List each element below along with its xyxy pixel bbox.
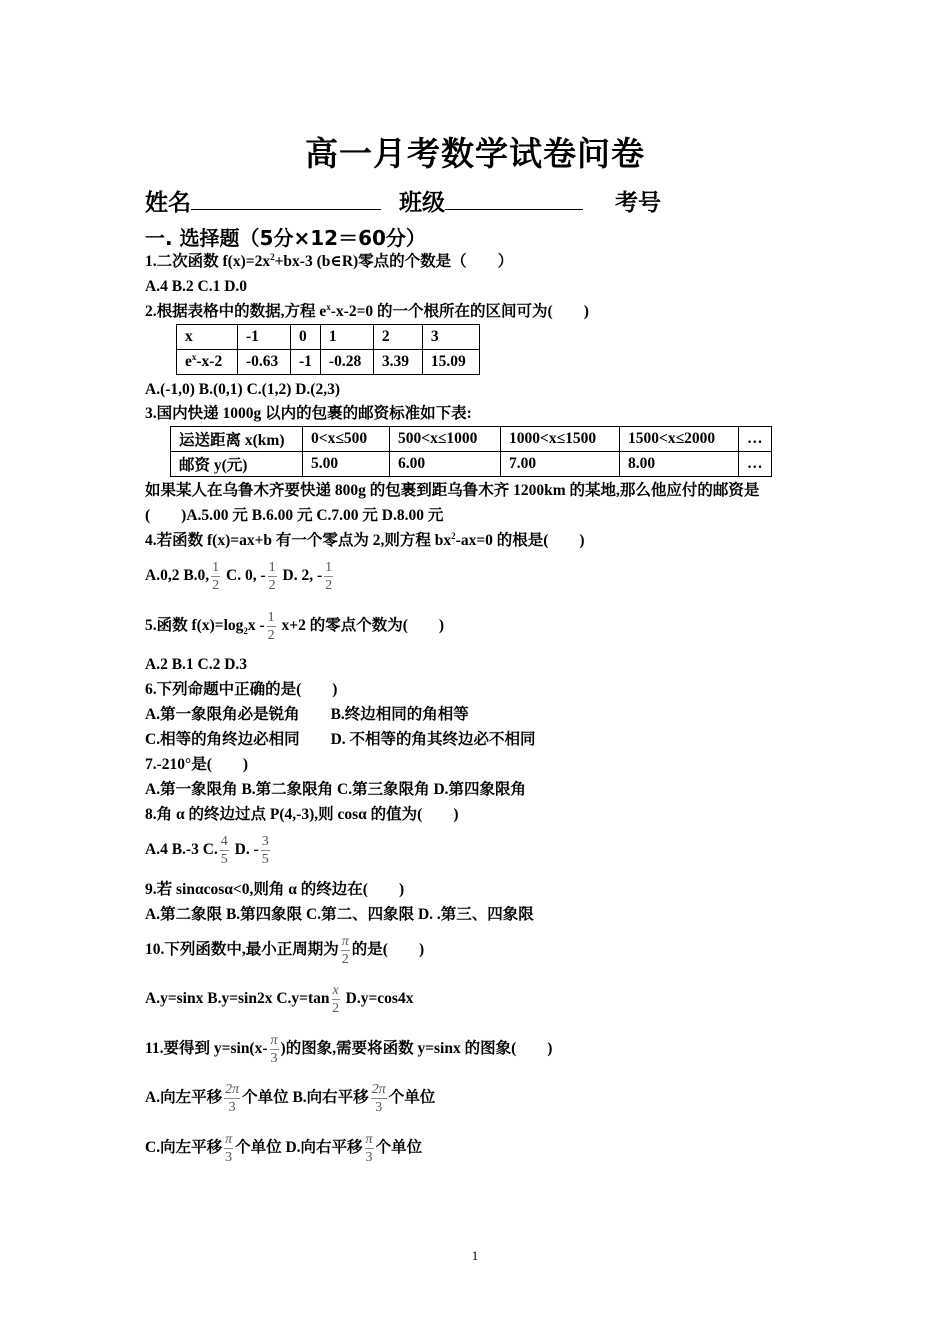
table-q3	[170, 426, 772, 477]
question-6: 6.下列命题中正确的是( )	[145, 681, 338, 698]
question-5: 5.函数 $f(x)=\log_2x$ - $\frac{1}{2}$ x+2 的零点个数为( )	[145, 609, 445, 643]
fraction: $\frac{1}{2}$	[325, 559, 333, 593]
fraction: $\frac{1}{2}$	[267, 609, 275, 643]
question-8: 8.角 α 的终边过点 P(4,-3),则 cosα 的值为( )	[145, 806, 459, 823]
question-2: 2.根据表格中的数据,方程 $e^x-x-2=0$ 的一个根所在的区间可为( )	[145, 301, 589, 320]
question-10-options: A.y=sinx B.y=sin2x C.y=tan $\frac{x}{2}$ D.y=cos4x	[145, 982, 414, 1016]
question-3: 3.国内快递 1000g 以内的包裹的邮资标准如下表:	[145, 405, 472, 422]
id-label: 考号	[615, 190, 662, 216]
question-11: 11.要得到 y=sin(x- $\frac{\pi}{3}$ )的图象,需要将函数 y=sinx 的图象( )	[145, 1032, 553, 1066]
question-3-options: ( )A.5.00 元 B.6.00 元 C.7.00 元 D.8.00 元	[145, 507, 444, 524]
question-9: 9.若 sinαcosα<0,则角 α 的终边在( )	[145, 881, 405, 898]
question-4-options: A.0,2 B.0, $\frac{1}{2}$ C. 0, - $\frac{1}{2}$ D. 2, - $\frac{1}{2}$	[145, 559, 333, 593]
question-11-options-cd: C.向左平移 $\frac{\pi}{3}$ 个单位 D.向右平移 $\frac{\pi}{3}$ 个单位	[145, 1131, 423, 1165]
table-row: x -1 0 1 2 3	[177, 325, 480, 350]
question-1-options: A.4 B.2 C.1 D.0	[145, 278, 248, 295]
fraction: $\frac{\pi}{3}$	[225, 1131, 233, 1165]
question-8-options: A.4 B.-3 C. $\frac{4}{5}$ D. - $\frac{3}{5}$	[145, 833, 269, 867]
table-q2	[176, 324, 480, 375]
class-blank[interactable]	[445, 187, 583, 210]
question-9-options: A.第二象限 B.第四象限 C.第二、四象限 D. .第三、四象限	[145, 906, 534, 923]
fraction: $\frac{\pi}{2}$	[341, 933, 349, 967]
page-number: 1	[471, 1248, 479, 1263]
question-3-text: 如果某人在乌鲁木齐要快递 800g 的包裹到距乌鲁木齐 1200km 的某地,那么他应付的邮资是	[145, 482, 760, 499]
page-title: 高一月考数学试卷问卷	[305, 134, 645, 173]
class-label: 班级	[399, 190, 446, 216]
fraction: $\frac{x}{2}$	[332, 982, 340, 1016]
table-row: 邮资 y(元) 5.00 6.00 7.00 8.00 …	[171, 452, 772, 477]
question-4: 4.若函数 f(x)=ax+b 有一个零点为 2,则方程 $bx^2-ax=0$ 的根是( )	[145, 530, 585, 549]
name-blank[interactable]	[191, 187, 381, 210]
name-label: 姓名	[145, 190, 191, 216]
question-6-options-ab: A.第一象限角必是锐角 B.终边相同的角相等	[145, 706, 469, 723]
question-11-options-ab: A.向左平移 $\frac{2\pi}{3}$ 个单位 B.向右平移 $\frac{2\pi}{3}$ 个单位	[145, 1081, 436, 1115]
question-6-options-cd: C.相等的角终边必相同 D. 不相等的角其终边必不相同	[145, 731, 536, 748]
fraction: $\frac{\pi}{3}$	[365, 1131, 373, 1165]
student-info-row	[145, 184, 661, 217]
fraction: $\frac{\pi}{3}$	[270, 1032, 278, 1066]
question-7: 7.-210°是( )	[145, 756, 249, 773]
fraction: $\frac{1}{2}$	[268, 559, 276, 593]
question-5-options: A.2 B.1 C.2 D.3	[145, 656, 248, 673]
section-heading: 一. 选择题（5分×12＝60分）	[145, 226, 426, 250]
fraction: $\frac{2\pi}{3}$	[371, 1081, 386, 1115]
table-row: $e^x-x-2$ -0.63 -1 -0.28 3.39 15.09	[177, 350, 480, 375]
table-row: 运送距离 x(km) 0<x≤500 500<x≤1000 1000<x≤1500 1500<x≤2000 …	[171, 427, 772, 452]
fraction: $\frac{3}{5}$	[261, 833, 269, 867]
fraction: $\frac{1}{2}$	[212, 559, 220, 593]
question-7-options: A.第一象限角 B.第二象限角 C.第三象限角 D.第四象限角	[145, 781, 527, 798]
question-2-options: A.(-1,0) B.(0,1) C.(1,2) D.(2,3)	[145, 381, 340, 398]
question-10: 10.下列函数中,最小正周期为 $\frac{\pi}{2}$ 的是( )	[145, 933, 425, 967]
fraction: $\frac{4}{5}$	[220, 833, 228, 867]
fraction: $\frac{2\pi}{3}$	[225, 1081, 240, 1115]
question-1: 1.二次函数 $f(x)=2x^2+bx-3$ (b∈R)零点的个数是（ ）	[145, 251, 514, 270]
